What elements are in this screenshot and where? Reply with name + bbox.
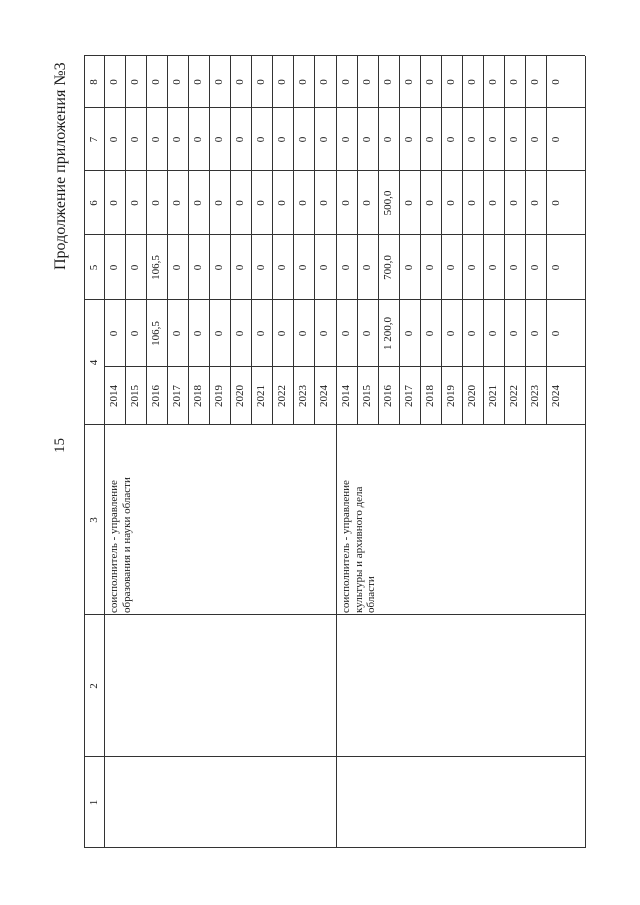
value-cell: 0	[234, 200, 246, 206]
year-cell: 2021	[487, 385, 499, 407]
value-cell: 0	[445, 200, 457, 206]
value-cell: 0	[318, 200, 330, 206]
year-cell: 2018	[424, 385, 436, 407]
value-cell: 0	[192, 200, 204, 206]
value-cell: 0	[234, 330, 246, 337]
grid-line	[293, 56, 294, 425]
value-cell: 0	[508, 79, 520, 85]
value-cell: 0	[361, 136, 373, 143]
value-cell: 0	[487, 264, 499, 271]
year-cell: 2022	[508, 385, 520, 407]
value-cell: 700,0	[382, 255, 394, 280]
value-cell: 0	[529, 136, 541, 143]
value-cell: 0	[466, 330, 478, 337]
grid-line	[504, 56, 505, 425]
year-cell: 2017	[403, 385, 415, 407]
value-cell: 0	[171, 264, 183, 271]
value-cell: 0	[150, 79, 162, 85]
grid-line	[230, 56, 231, 425]
year-cell: 2023	[529, 385, 541, 407]
responsible-executor: соисполнитель - управление культуры и архивного дела области	[340, 480, 377, 613]
value-cell: 0	[108, 330, 120, 337]
value-cell: 0	[466, 79, 478, 85]
value-cell: 0	[255, 136, 267, 143]
value-cell: 0	[403, 200, 415, 206]
value-cell: 0	[445, 136, 457, 143]
value-cell: 0	[403, 264, 415, 271]
year-cell: 2020	[234, 385, 246, 407]
grid-line	[84, 847, 585, 848]
value-cell: 0	[129, 200, 141, 206]
grid-line	[546, 56, 547, 425]
value-cell: 0	[508, 136, 520, 143]
value-cell: 0	[424, 136, 436, 143]
value-cell: 0	[297, 200, 309, 206]
value-cell: 0	[340, 136, 352, 143]
year-cell: 2020	[466, 385, 478, 407]
grid-line	[104, 56, 105, 848]
value-cell: 0	[234, 264, 246, 271]
column-header-6: 6	[88, 200, 100, 206]
value-cell: 0	[297, 79, 309, 85]
column-header-7: 7	[88, 136, 100, 143]
value-cell: 0	[108, 200, 120, 206]
value-cell: 0	[213, 136, 225, 143]
value-cell: 0	[192, 330, 204, 337]
value-cell: 0	[445, 79, 457, 85]
value-cell: 0	[108, 136, 120, 143]
value-cell: 0	[424, 264, 436, 271]
grid-line	[84, 56, 85, 848]
value-cell: 0	[255, 79, 267, 85]
value-cell: 0	[361, 79, 373, 85]
grid-line	[462, 56, 463, 425]
grid-line	[483, 56, 484, 425]
value-cell: 0	[192, 79, 204, 85]
year-cell: 2015	[129, 385, 141, 407]
value-cell: 0	[529, 79, 541, 85]
value-cell: 0	[129, 136, 141, 143]
value-cell: 0	[340, 330, 352, 337]
page-number: 15	[52, 438, 68, 453]
grid-line	[525, 56, 526, 425]
grid-line	[84, 756, 585, 757]
column-header-5: 5	[88, 264, 100, 271]
value-cell: 0	[297, 330, 309, 337]
value-cell: 0	[508, 200, 520, 206]
grid-line	[441, 56, 442, 425]
value-cell: 0	[234, 136, 246, 143]
value-cell: 0	[108, 79, 120, 85]
value-cell: 0	[550, 136, 562, 143]
value-cell: 0	[276, 79, 288, 85]
value-cell: 0	[403, 136, 415, 143]
value-cell: 0	[340, 79, 352, 85]
value-cell: 0	[487, 79, 499, 85]
grid-line	[251, 56, 252, 425]
value-cell: 0	[466, 136, 478, 143]
column-header-4: 4	[88, 359, 100, 366]
value-cell: 0	[318, 136, 330, 143]
value-cell: 0	[255, 330, 267, 337]
grid-line	[357, 56, 358, 425]
grid-line	[378, 56, 379, 425]
value-cell: 0	[550, 79, 562, 85]
value-cell: 0	[529, 330, 541, 337]
value-cell: 0	[129, 79, 141, 85]
value-cell: 0	[508, 330, 520, 337]
value-cell: 0	[361, 200, 373, 206]
value-cell: 0	[318, 330, 330, 337]
value-cell: 0	[318, 264, 330, 271]
grid-line	[272, 56, 273, 425]
value-cell: 0	[276, 136, 288, 143]
value-cell: 0	[382, 79, 394, 85]
value-cell: 106,5	[150, 255, 162, 280]
value-cell: 0	[276, 264, 288, 271]
grid-line	[167, 56, 168, 425]
year-cell: 2017	[171, 385, 183, 407]
value-cell: 0	[129, 264, 141, 271]
grid-line	[146, 56, 147, 425]
value-cell: 0	[150, 200, 162, 206]
grid-line	[399, 56, 400, 425]
appendix-title: Продолжение приложения №3	[52, 62, 69, 270]
year-cell: 2019	[445, 385, 457, 407]
value-cell: 0	[213, 200, 225, 206]
year-cell: 2015	[361, 385, 373, 407]
value-cell: 0	[550, 264, 562, 271]
grid-line	[420, 56, 421, 425]
value-cell: 0	[487, 200, 499, 206]
value-cell: 0	[403, 79, 415, 85]
grid-line	[314, 56, 315, 425]
grid-line	[585, 56, 586, 848]
value-cell: 0	[424, 200, 436, 206]
value-cell: 0	[234, 79, 246, 85]
value-cell: 0	[213, 79, 225, 85]
year-cell: 2024	[550, 385, 562, 407]
value-cell: 0	[445, 330, 457, 337]
value-cell: 0	[129, 330, 141, 337]
grid-line	[125, 56, 126, 425]
responsible-executor: соисполнитель - управление образования и науки области	[108, 477, 133, 613]
value-cell: 106,5	[150, 321, 162, 346]
value-cell: 0	[550, 330, 562, 337]
value-cell: 500,0	[382, 190, 394, 216]
value-cell: 0	[340, 200, 352, 206]
value-cell: 0	[508, 264, 520, 271]
year-cell: 2024	[318, 385, 330, 407]
value-cell: 0	[466, 200, 478, 206]
value-cell: 0	[424, 330, 436, 337]
grid-line	[188, 56, 189, 425]
year-cell: 2014	[340, 385, 352, 407]
value-cell: 0	[487, 330, 499, 337]
year-cell: 2018	[192, 385, 204, 407]
value-cell: 0	[171, 136, 183, 143]
year-cell: 2016	[150, 385, 162, 407]
year-cell: 2022	[276, 385, 288, 407]
column-header-2: 2	[88, 683, 100, 689]
value-cell: 0	[108, 264, 120, 271]
value-cell: 0	[340, 264, 352, 271]
value-cell: 0	[171, 200, 183, 206]
year-cell: 2014	[108, 385, 120, 407]
value-cell: 0	[213, 264, 225, 271]
grid-line	[336, 56, 337, 848]
value-cell: 0	[382, 136, 394, 143]
column-header-8: 8	[88, 79, 100, 85]
value-cell: 0	[550, 200, 562, 206]
value-cell: 0	[487, 136, 499, 143]
value-cell: 1 200,0	[382, 317, 394, 350]
value-cell: 0	[192, 136, 204, 143]
value-cell: 0	[150, 136, 162, 143]
grid-line	[84, 614, 585, 615]
year-cell: 2019	[213, 385, 225, 407]
value-cell: 0	[424, 79, 436, 85]
grid-line	[209, 56, 210, 425]
value-cell: 0	[171, 79, 183, 85]
value-cell: 0	[361, 330, 373, 337]
value-cell: 0	[297, 264, 309, 271]
column-header-3: 3	[88, 517, 100, 523]
year-cell: 2023	[297, 385, 309, 407]
value-cell: 0	[255, 200, 267, 206]
value-cell: 0	[297, 136, 309, 143]
value-cell: 0	[192, 264, 204, 271]
value-cell: 0	[529, 200, 541, 206]
value-cell: 0	[255, 264, 267, 271]
value-cell: 0	[276, 330, 288, 337]
column-header-1: 1	[88, 799, 100, 806]
value-cell: 0	[361, 264, 373, 271]
value-cell: 0	[318, 79, 330, 85]
value-cell: 0	[276, 200, 288, 206]
value-cell: 0	[171, 330, 183, 337]
year-cell: 2021	[255, 385, 267, 407]
value-cell: 0	[445, 264, 457, 271]
value-cell: 0	[466, 264, 478, 271]
year-cell: 2016	[382, 385, 394, 407]
value-cell: 0	[403, 330, 415, 337]
value-cell: 0	[529, 264, 541, 271]
value-cell: 0	[213, 330, 225, 337]
